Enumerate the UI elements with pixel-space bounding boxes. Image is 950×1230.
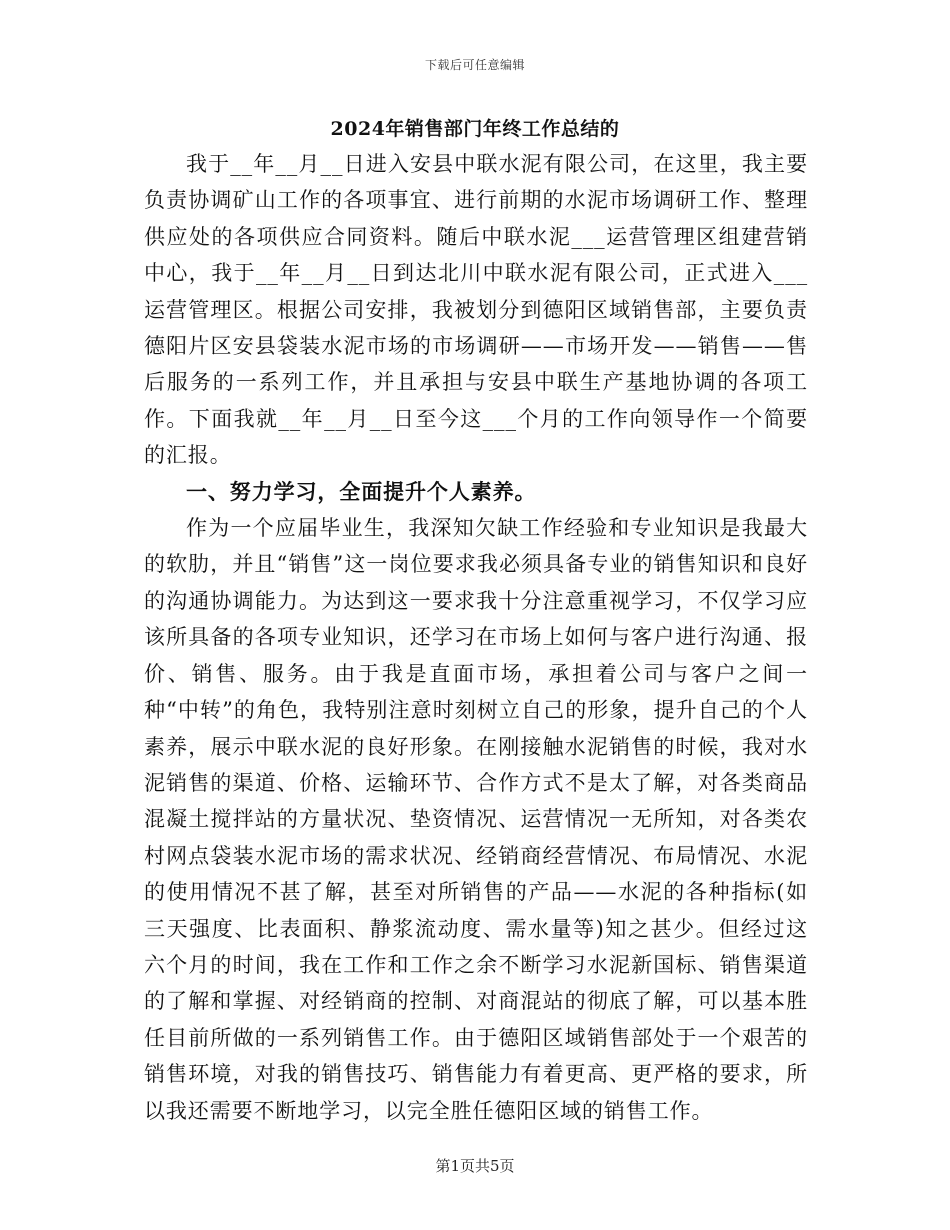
page-number: 第1页共5页 (435, 1157, 515, 1175)
document-body (144, 146, 808, 1129)
document-title: 2024年销售部门年终工作总结的 (330, 118, 620, 140)
header-note: 下载后可任意编辑 (424, 58, 525, 72)
intro-paragraph: 我于__年__月__日进入安县中联水泥有限公司，在这里，我主要负责协调矿山工作的各项事宜、进行前期的水泥市场调研工作、整理供应处的各项供应合同资料。随后中联水泥___运营管理区组建营销中心，我于__年__月__日到达北川中联水泥有限公司，正式进入___运营管理区。根据公司安排，我被划分到德阳区域销售部，主要负责德阳片区安县袋装水泥市场的市场调研——市场开发——销售——售后服务的一系列工作，并且承担与安县中联生产基地协调的各项工作。下面我就__年__月__日至今这___个月的工作向领导作一个简要的汇报。 (144, 152, 808, 468)
section-heading: 一、努力学习，全面提升个人素养。 (186, 478, 537, 504)
section-paragraph: 作为一个应届毕业生，我深知欠缺工作经验和专业知识是我最大的软肋，并且“销售”这一岗位要求我必须具备专业的销售知识和良好的沟通协调能力。为达到这一要求我十分注意重视学习，不仅学习应该所具备的各项专业知识，还学习在市场上如何与客户进行沟通、报价、销售、服务。由于我是直面市场，承担着公司与客户之间一种“中转”的角色，我特别注意时刻树立自己的形象，提升自己的个人素养，展示中联水泥的良好形象。在刚接触水泥销售的时候，我对水泥销售的渠道、价格、运输环节、合作方式不是太了解，对各类商品混凝土搅拌站的方量状况、垫资情况、运营情况一无所知，对各类农村网点袋装水泥市场的需求状况、经销商经营情况、布局情况、水泥的使用情况不甚了解，甚至对所销售的产品——水泥的各种指标(如三天强度、比表面积、静浆流动度、需水量等)知之甚少。但经过这六个月的时间，我在工作和工作之余不断学习水泥新国标、销售渠道的了解和掌握、对经销商的控制、对商混站的彻底了解，可以基本胜任目前所做的一系列销售工作。由于德阳区域销售部处于一个艰苦的销售环境，对我的销售技巧、销售能力有着更高、更严格的要求，所以我还需要不断地学习，以完全胜任德阳区域的销售工作。 (144, 516, 808, 1123)
